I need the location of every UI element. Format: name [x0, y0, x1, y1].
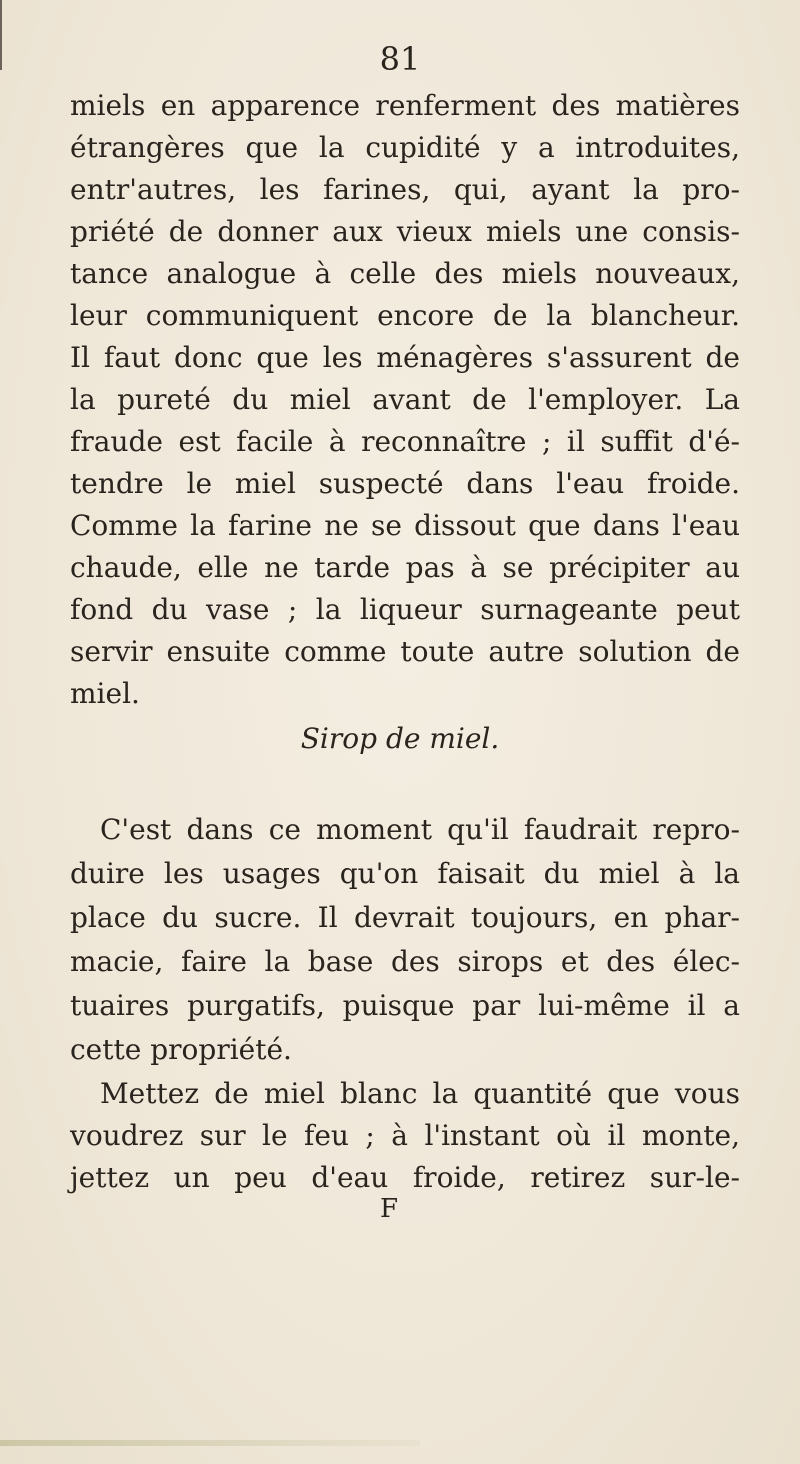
text-line: place du sucre. Il devrait toujours, en phar-: [70, 901, 740, 934]
signature-mark: F: [380, 1194, 399, 1224]
text-line: Il faut donc que les ménagères s'assurent de: [70, 341, 740, 374]
text-line: C'est dans ce moment qu'il faudrait repro-: [100, 813, 740, 846]
text-line: servir ensuite comme toute autre solution de: [70, 635, 740, 668]
text-line: miels en apparence renferment des matières: [70, 89, 740, 122]
section-heading: Sirop de miel.: [300, 722, 500, 755]
text-line: tuaires purgatifs, puisque par lui-même il a: [70, 989, 740, 1022]
text-line: la pureté du miel avant de l'employer. La: [70, 383, 740, 416]
text-line: voudrez sur le feu ; à l'instant où il monte,: [70, 1119, 740, 1152]
text-line: jettez un peu d'eau froide, retirez sur-le-: [70, 1161, 740, 1194]
text-line: Mettez de miel blanc la quantité que vous: [100, 1077, 740, 1110]
text-line: tendre le miel suspecté dans l'eau froide.: [70, 467, 740, 500]
text-line: macie, faire la base des sirops et des élec-: [70, 945, 740, 978]
text-line: priété de donner aux vieux miels une consis-: [70, 215, 740, 248]
text-line: leur communiquent encore de la blancheur.: [70, 299, 740, 332]
text-line: chaude, elle ne tarde pas à se précipiter au: [70, 551, 740, 584]
page-number: 81: [379, 40, 421, 78]
paper-stain: [0, 1440, 420, 1446]
text-line: étrangères que la cupidité y a introduites,: [70, 131, 740, 164]
text-line: fond du vase ; la liqueur surnageante peut: [70, 593, 740, 626]
text-line: Comme la farine ne se dissout que dans l'eau: [70, 509, 740, 542]
text-line: cette propriété.: [70, 1033, 292, 1066]
text-line: entr'autres, les farines, qui, ayant la pro-: [70, 173, 740, 206]
text-line: miel.: [70, 677, 140, 710]
text-line: duire les usages qu'on faisait du miel à la: [70, 857, 740, 890]
text-line: fraude est facile à reconnaître ; il suffit d'é-: [70, 425, 740, 458]
text-line: tance analogue à celle des miels nouveaux,: [70, 257, 740, 290]
